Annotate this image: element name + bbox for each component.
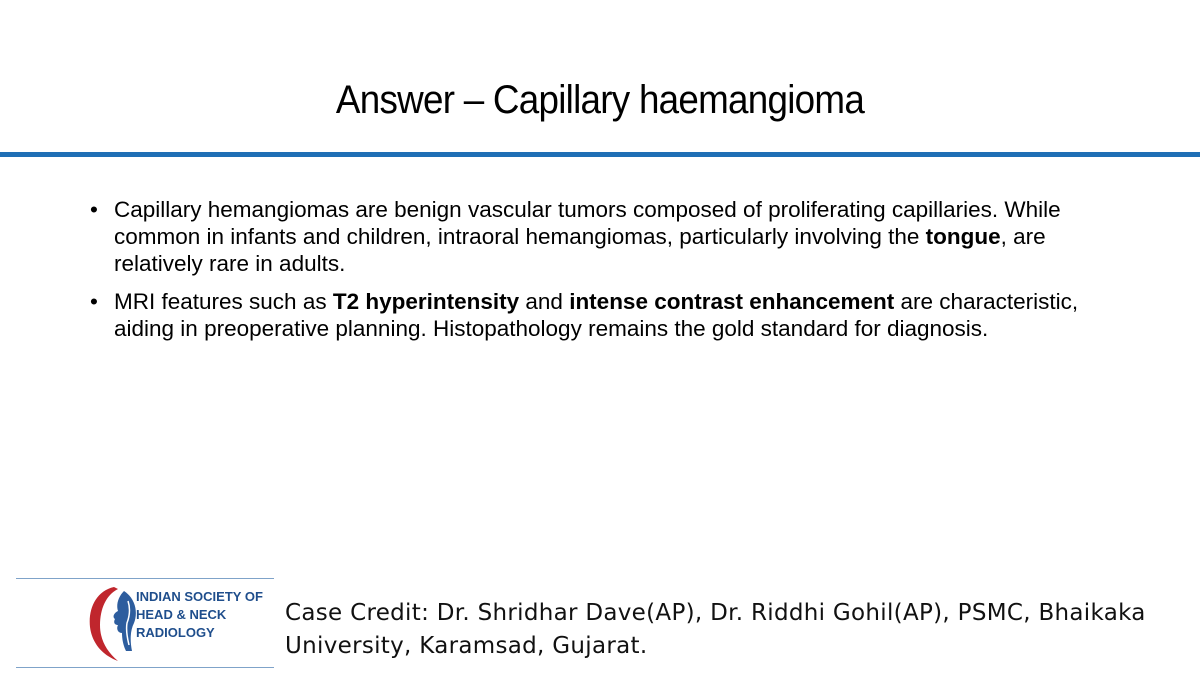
logo-line: RADIOLOGY <box>136 625 215 640</box>
bullet-item <box>90 288 1120 342</box>
bullet-item <box>90 196 1120 277</box>
society-logo <box>16 578 274 668</box>
bullet-text: and <box>519 289 570 314</box>
bullet-list <box>90 196 1120 353</box>
bullet-text: , are relatively rare in adults. <box>114 224 1046 276</box>
bullet-bold: tongue <box>925 224 1001 249</box>
bullet-bold: intense contrast enhancement <box>569 289 895 314</box>
bullet-bold: T2 hyperintensity <box>332 289 520 314</box>
bullet-text: Capillary hemangiomas are benign vascular tumors composed of proliferating capillaries. While common in infants and children, intraoral hemangiomas, particularly involving the <box>114 197 1061 249</box>
bullet-text: MRI features such as <box>114 289 333 314</box>
bullet-dot: • <box>90 197 98 222</box>
bullet-text: are characteristic, aiding in preoperative planning. Histopathology remains the gold standard for diagnosis. <box>114 289 1079 341</box>
title-divider <box>0 152 1200 157</box>
logo-line: INDIAN SOCIETY OF <box>136 589 263 604</box>
bullet-dot: • <box>90 289 98 314</box>
head-neck-logo-icon <box>84 581 144 665</box>
case-credit: Case Credit: Dr. Shridhar Dave(AP), Dr. Riddhi Gohil(AP), PSMC, Bhaikaka University, Karamsad, Gujarat. <box>285 600 1146 659</box>
slide-title: Answer – Capillary haemangioma <box>335 78 865 122</box>
logo-text <box>136 588 263 642</box>
logo-line: HEAD & NECK <box>136 607 227 622</box>
